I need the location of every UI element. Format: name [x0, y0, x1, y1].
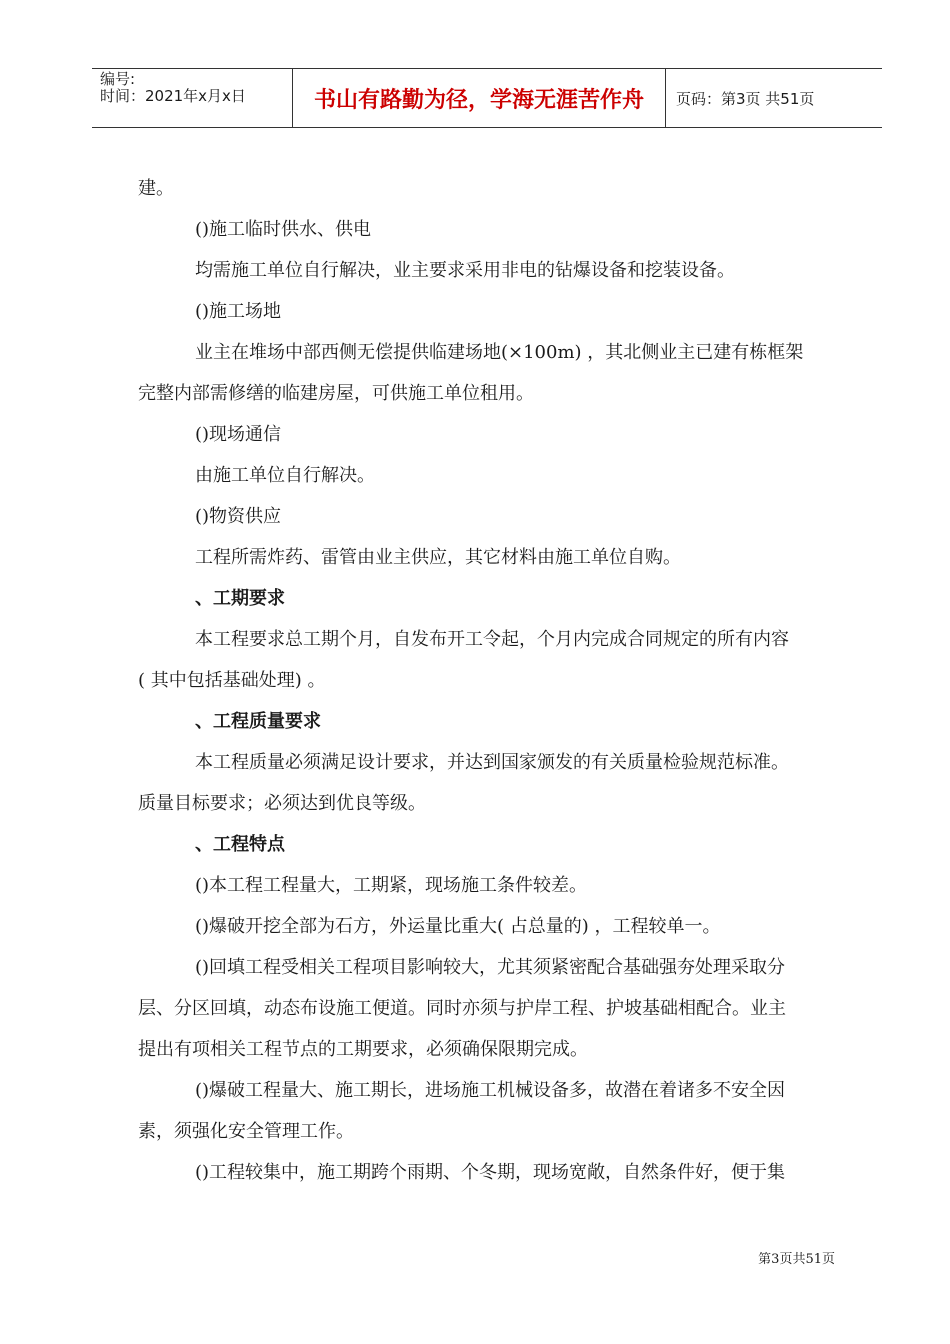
header-motto: 书山有路勤为径，学海无涯苦作舟 — [293, 69, 666, 127]
paragraph-line: 素，须强化安全管理工作。 — [138, 1121, 354, 1142]
paragraph-line: 业主在堆场中部西侧无偿提供临建场地(×100m) ，其北侧业主已建有栋框架 — [195, 342, 804, 363]
page-header — [92, 68, 882, 128]
paragraph-line: 完整内部需修缮的临建房屋，可供施工单位租用。 — [138, 383, 534, 404]
paragraph-line: ()爆破开挖全部为石方，外运量比重大( 占总量的) ，工程较单一。 — [195, 916, 721, 937]
section-heading: ()施工场地 — [195, 301, 282, 322]
section-heading: ()施工临时供水、供电 — [195, 219, 372, 240]
bold-heading: 、工程特点 — [195, 834, 285, 855]
document-body — [138, 168, 838, 1193]
number-label: 编号: — [100, 70, 136, 88]
paragraph-line: 由施工单位自行解决。 — [195, 465, 375, 486]
section-heading: ()物资供应 — [195, 506, 282, 527]
paragraph-line: 本工程要求总工期个月，自发布开工令起，个月内完成合同规定的所有内容 — [195, 629, 789, 650]
bold-heading: 、工程质量要求 — [195, 711, 321, 732]
time-label: 时间：2021年x月x日 — [100, 87, 246, 105]
header-meta — [92, 69, 293, 127]
paragraph-line: 本工程质量必须满足设计要求，并达到国家颁发的有关质量检验规范标准。 — [195, 752, 789, 773]
paragraph-line: 质量目标要求；必须达到优良等级。 — [138, 793, 426, 814]
paragraph-line: ()工程较集中，施工期跨个雨期、个冬期，现场宽敞，自然条件好，便于集 — [195, 1162, 786, 1183]
paragraph-line: ( 其中包括基础处理) 。 — [138, 670, 326, 691]
paragraph-line: 提出有项相关工程节点的工期要求，必须确保限期完成。 — [138, 1039, 588, 1060]
section-heading: ()现场通信 — [195, 424, 282, 445]
paragraph-line: 建。 — [138, 178, 174, 199]
paragraph-line: ()爆破工程量大、施工期长，进场施工机械设备多，故潜在着诸多不安全因 — [195, 1080, 786, 1101]
bold-heading: 、工期要求 — [195, 588, 285, 609]
paragraph-line: 均需施工单位自行解决，业主要求采用非电的钻爆设备和挖装设备。 — [195, 260, 735, 281]
paragraph-line: 层、分区回填，动态布设施工便道。同时亦须与护岸工程、护坡基础相配合。业主 — [138, 998, 786, 1019]
header-page-label: 页码：第3页 共51页 — [676, 89, 815, 108]
paragraph-line: 工程所需炸药、雷管由业主供应，其它材料由施工单位自购。 — [195, 547, 681, 568]
paragraph-line: ()回填工程受相关工程项目影响较大，尤其须紧密配合基础强夯处理采取分 — [195, 957, 786, 978]
page-footer: 第3页共51页 — [758, 1252, 835, 1267]
paragraph-line: ()本工程工程量大，工期紧，现场施工条件较差。 — [195, 875, 588, 896]
